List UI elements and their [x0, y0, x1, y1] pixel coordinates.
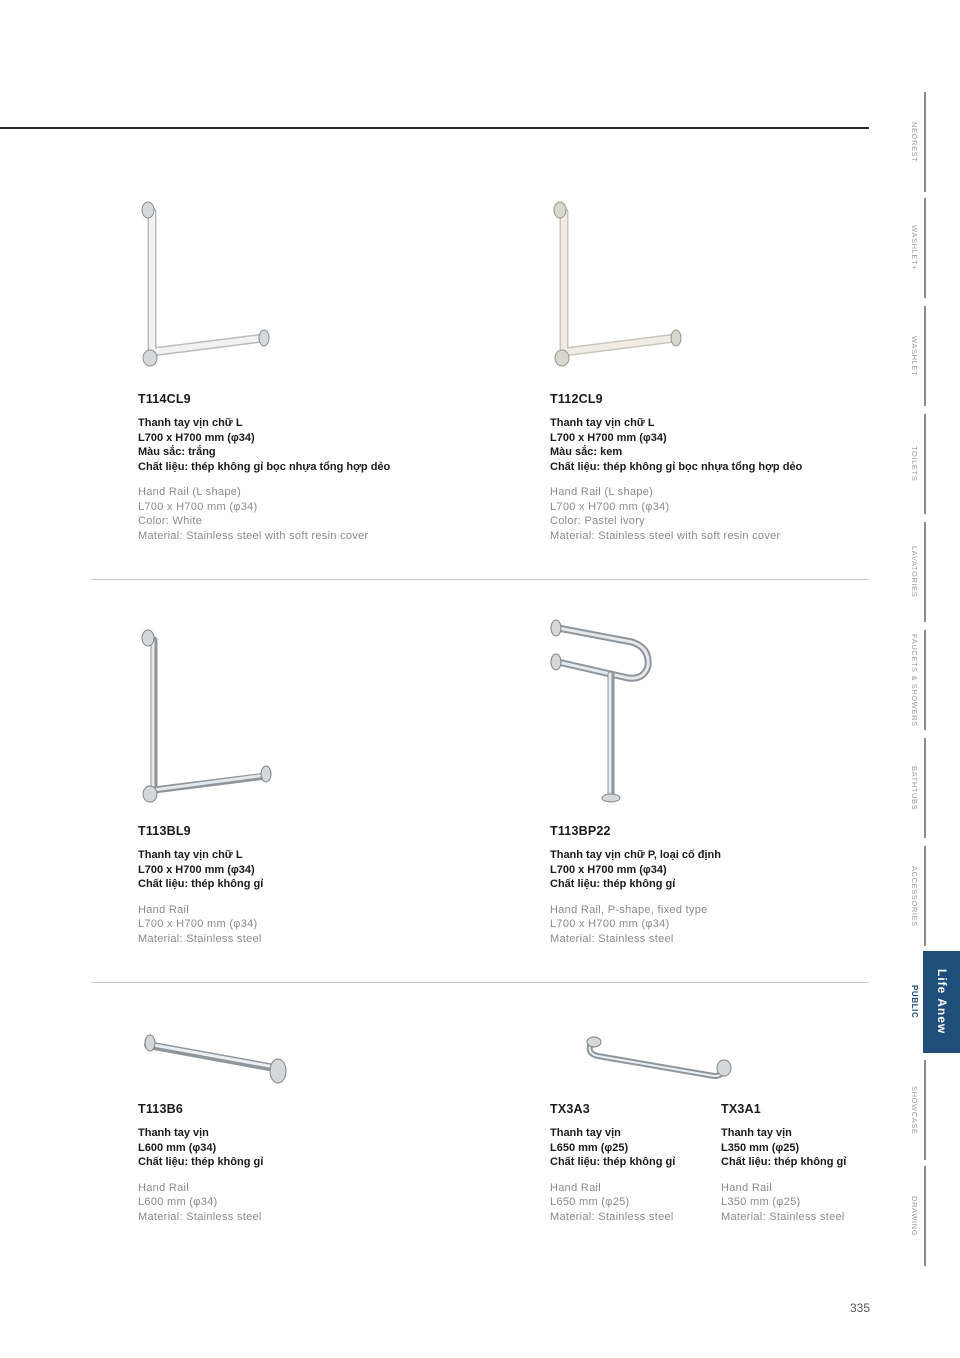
vi-line: Chất liệu: thép không gỉ: [138, 878, 264, 890]
product-tx3a3: [550, 1102, 710, 1224]
en-line: Color: White: [138, 515, 203, 527]
side-nav-line: [924, 1166, 926, 1266]
row-divider: [91, 982, 869, 983]
vi-line: Chất liệu: thép không gỉ bọc nhựa tổng hợp dẻo: [550, 460, 803, 473]
en-line: Hand Rail (L shape): [550, 486, 654, 498]
en-line: Material: Stainless steel with soft resin cover: [550, 529, 781, 542]
vi-line: L600 mm (φ34): [138, 1141, 217, 1154]
en-line: L700 x H700 mm (φ34): [138, 500, 258, 513]
side-nav-line: [924, 92, 926, 192]
en-line: Hand Rail: [138, 1181, 190, 1194]
vi-line: Thanh tay vịn chữ L: [550, 417, 655, 429]
en-line: Material: Stainless steel: [721, 1210, 845, 1223]
side-nav-line: [924, 414, 926, 514]
en-line: Material: Stainless steel with soft resin cover: [138, 529, 369, 542]
product-code: T113B6: [138, 1102, 183, 1116]
product-t113bl9: [138, 824, 458, 946]
en-line: Hand Rail: [550, 1181, 602, 1194]
en-block: [550, 1181, 710, 1225]
side-nav-line: [924, 738, 926, 838]
product-image-t113bp22: [548, 618, 688, 808]
product-tx3a1: [721, 1102, 871, 1224]
product-t113b6: [138, 1102, 458, 1224]
side-nav-neorest[interactable]: NEOREST: [910, 121, 919, 163]
side-nav-washlet-plus[interactable]: WASHLET+: [910, 225, 919, 271]
product-code: TX3A3: [550, 1102, 590, 1116]
en-line: Material: Stainless steel: [138, 1210, 262, 1223]
en-block: [550, 903, 870, 947]
row-divider: [91, 579, 869, 580]
product-image-t113bl9: [138, 630, 278, 805]
product-code: T113BL9: [138, 824, 191, 838]
en-line: L350 mm (φ25): [721, 1196, 801, 1208]
en-line: L700 x H700 mm (φ34): [138, 918, 258, 930]
en-line: L650 mm (φ25): [550, 1196, 630, 1208]
page-number: 335: [849, 1301, 870, 1315]
en-line: Hand Rail: [138, 903, 190, 916]
side-nav-line: [924, 846, 926, 946]
en-line: Hand Rail: [721, 1181, 773, 1194]
en-block: [138, 903, 458, 947]
side-nav-drawing[interactable]: DRAWING: [910, 1195, 919, 1237]
en-block: [138, 485, 458, 543]
vi-line: Thanh tay vịn chữ P, loại cố định: [550, 849, 721, 861]
vi-line: Chất liệu: thép không gỉ: [721, 1156, 847, 1168]
vi-line: L700 x H700 mm (φ34): [550, 863, 667, 876]
en-line: Material: Stainless steel: [550, 932, 674, 945]
vi-line: Chất liệu: thép không gỉ: [550, 1156, 676, 1168]
product-t114cl9: [138, 392, 458, 543]
side-nav-line: [924, 306, 926, 406]
en-line: Hand Rail, P-shape, fixed type: [550, 903, 708, 916]
en-line: Material: Stainless steel: [550, 1210, 674, 1223]
product-image-t114cl9: [138, 200, 278, 370]
en-block: [721, 1181, 871, 1225]
vi-line: L700 x H700 mm (φ34): [138, 431, 255, 444]
product-code: T112CL9: [550, 392, 603, 406]
vi-line: Thanh tay vịn: [721, 1127, 792, 1139]
vi-line: L350 mm (φ25): [721, 1141, 800, 1154]
side-nav-line: [924, 198, 926, 298]
side-nav-line: [924, 630, 926, 730]
side-nav-toilets[interactable]: TOILETS: [910, 446, 919, 482]
product-code: TX3A1: [721, 1102, 761, 1116]
side-nav-washlet[interactable]: WASHLET: [910, 335, 919, 377]
side-nav-line: [924, 522, 926, 622]
en-line: Material: Stainless steel: [138, 932, 262, 945]
product-code: T113BP22: [550, 824, 611, 838]
vi-line: L700 x H700 mm (φ34): [550, 431, 667, 444]
en-block: [138, 1181, 458, 1225]
product-code: T114CL9: [138, 392, 191, 406]
vi-line: L700 x H700 mm (φ34): [138, 863, 255, 876]
vi-line: Chất liệu: thép không gỉ: [550, 878, 676, 890]
section-tab-label: Life Anew: [935, 969, 949, 1035]
vi-line: Chất liệu: thép không gỉ: [138, 1156, 264, 1168]
vi-line: Chất liệu: thép không gỉ bọc nhựa tổng hợp dẻo: [138, 460, 391, 473]
side-nav-accessories[interactable]: ACCESSORIES: [910, 865, 919, 927]
side-nav-lavatories[interactable]: LAVATORIES: [910, 546, 919, 598]
section-tab[interactable]: [923, 951, 960, 1053]
vi-line: Thanh tay vịn chữ L: [138, 849, 243, 861]
en-line: L600 mm (φ34): [138, 1196, 218, 1208]
vi-line: Màu sắc: kem: [550, 446, 623, 458]
vi-line: Thanh tay vịn chữ L: [138, 417, 243, 429]
product-image-t113b6: [138, 1033, 298, 1088]
product-image-t112cl9: [550, 200, 690, 370]
vi-line: L650 mm (φ25): [550, 1141, 629, 1154]
en-line: Hand Rail (L shape): [138, 486, 242, 498]
side-nav-public[interactable]: PUBLIC: [910, 985, 919, 1019]
vi-line: Màu sắc: trắng: [138, 446, 216, 458]
en-block: [550, 485, 870, 543]
side-nav-line: [924, 1060, 926, 1160]
product-t112cl9: [550, 392, 870, 543]
product-image-tx3a3: [578, 1034, 738, 1084]
side-nav-bathtubs[interactable]: BATHTUBS: [910, 765, 919, 811]
en-line: L700 x H700 mm (φ34): [550, 918, 670, 930]
side-nav-faucets-showers[interactable]: FAUCETS & SHOWERS: [910, 633, 919, 727]
vi-line: Thanh tay vịn: [138, 1127, 209, 1139]
top-rule: [0, 127, 869, 129]
product-t113bp22: [550, 824, 870, 946]
en-line: L700 x H700 mm (φ34): [550, 500, 670, 513]
en-line: Color: Pastel ivory: [550, 515, 645, 527]
vi-line: Thanh tay vịn: [550, 1127, 621, 1139]
side-nav-showcase[interactable]: SHOWCASE: [910, 1085, 919, 1135]
